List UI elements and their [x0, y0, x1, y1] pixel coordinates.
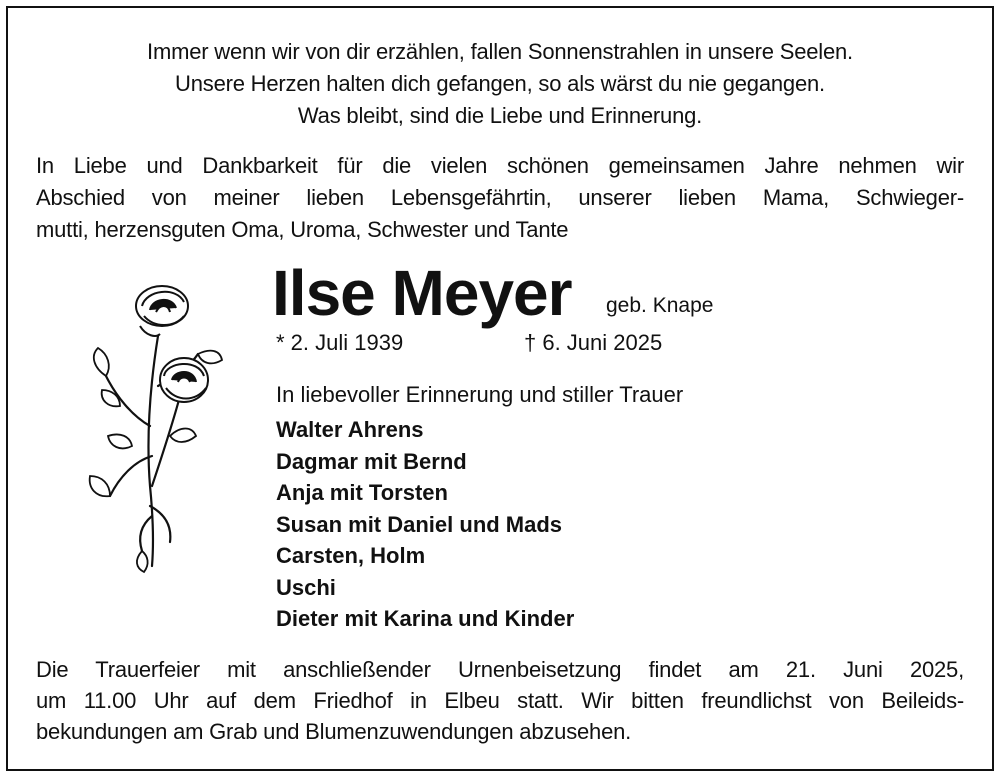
mourner: Carsten, Holm: [276, 543, 426, 568]
mourner: Susan mit Daniel und Mads: [276, 511, 563, 537]
intro-text: [36, 150, 964, 246]
obituary-card: [6, 6, 994, 771]
upper-rose: [136, 286, 188, 336]
funeral-notice: [36, 654, 964, 747]
mourner-list: [276, 414, 574, 635]
mourning-intro: In liebevoller Erinnerung und stiller Trauer: [276, 382, 684, 407]
poem-line: Unsere Herzen halten dich gefangen, so als wärst du nie gegangen.: [175, 71, 825, 96]
funeral-line: Die Trauerfeier mit anschließender Urnenbeisetzung findet am 21. Juni 2025,: [36, 657, 964, 682]
funeral-line: bekundungen am Grab und Blumenzuwendungen abzusehen.: [36, 719, 632, 744]
poem-line: Was bleibt, sind die Liebe und Erinnerung.: [297, 103, 703, 128]
rose-icon: [80, 276, 230, 576]
mourner: Dagmar mit Bernd: [276, 448, 467, 474]
mourner: Dieter mit Karina und Kinder: [276, 606, 575, 631]
intro-line: In Liebe und Dankbarkeit für die vielen schönen gemeinsamen Jahre nehmen wir: [36, 153, 964, 178]
death-date: † 6. Juni 2025: [524, 330, 663, 355]
intro-line: Abschied von meiner lieben Lebensgefährtin, unserer lieben Mama, Schwieger-: [36, 185, 964, 210]
mourner: Anja mit Torsten: [276, 480, 448, 505]
birth-date: * 2. Juli 1939: [276, 330, 404, 355]
lower-rose: [160, 358, 208, 402]
intro-line: mutti, herzensguten Oma, Uroma, Schwester und Tante: [36, 217, 569, 242]
deceased-name: Ilse Meyer: [272, 257, 572, 329]
poem: [8, 36, 992, 132]
mourner: Walter Ahrens: [276, 417, 424, 442]
funeral-line: um 11.00 Uhr auf dem Friedhof in Elbeu statt. Wir bitten freundlichst von Beileids-: [36, 688, 964, 713]
maiden-name: geb. Knape: [606, 294, 714, 317]
mourner: Uschi: [276, 574, 336, 600]
poem-line: Immer wenn wir von dir erzählen, fallen Sonnenstrahlen in unsere Seelen.: [147, 39, 853, 64]
